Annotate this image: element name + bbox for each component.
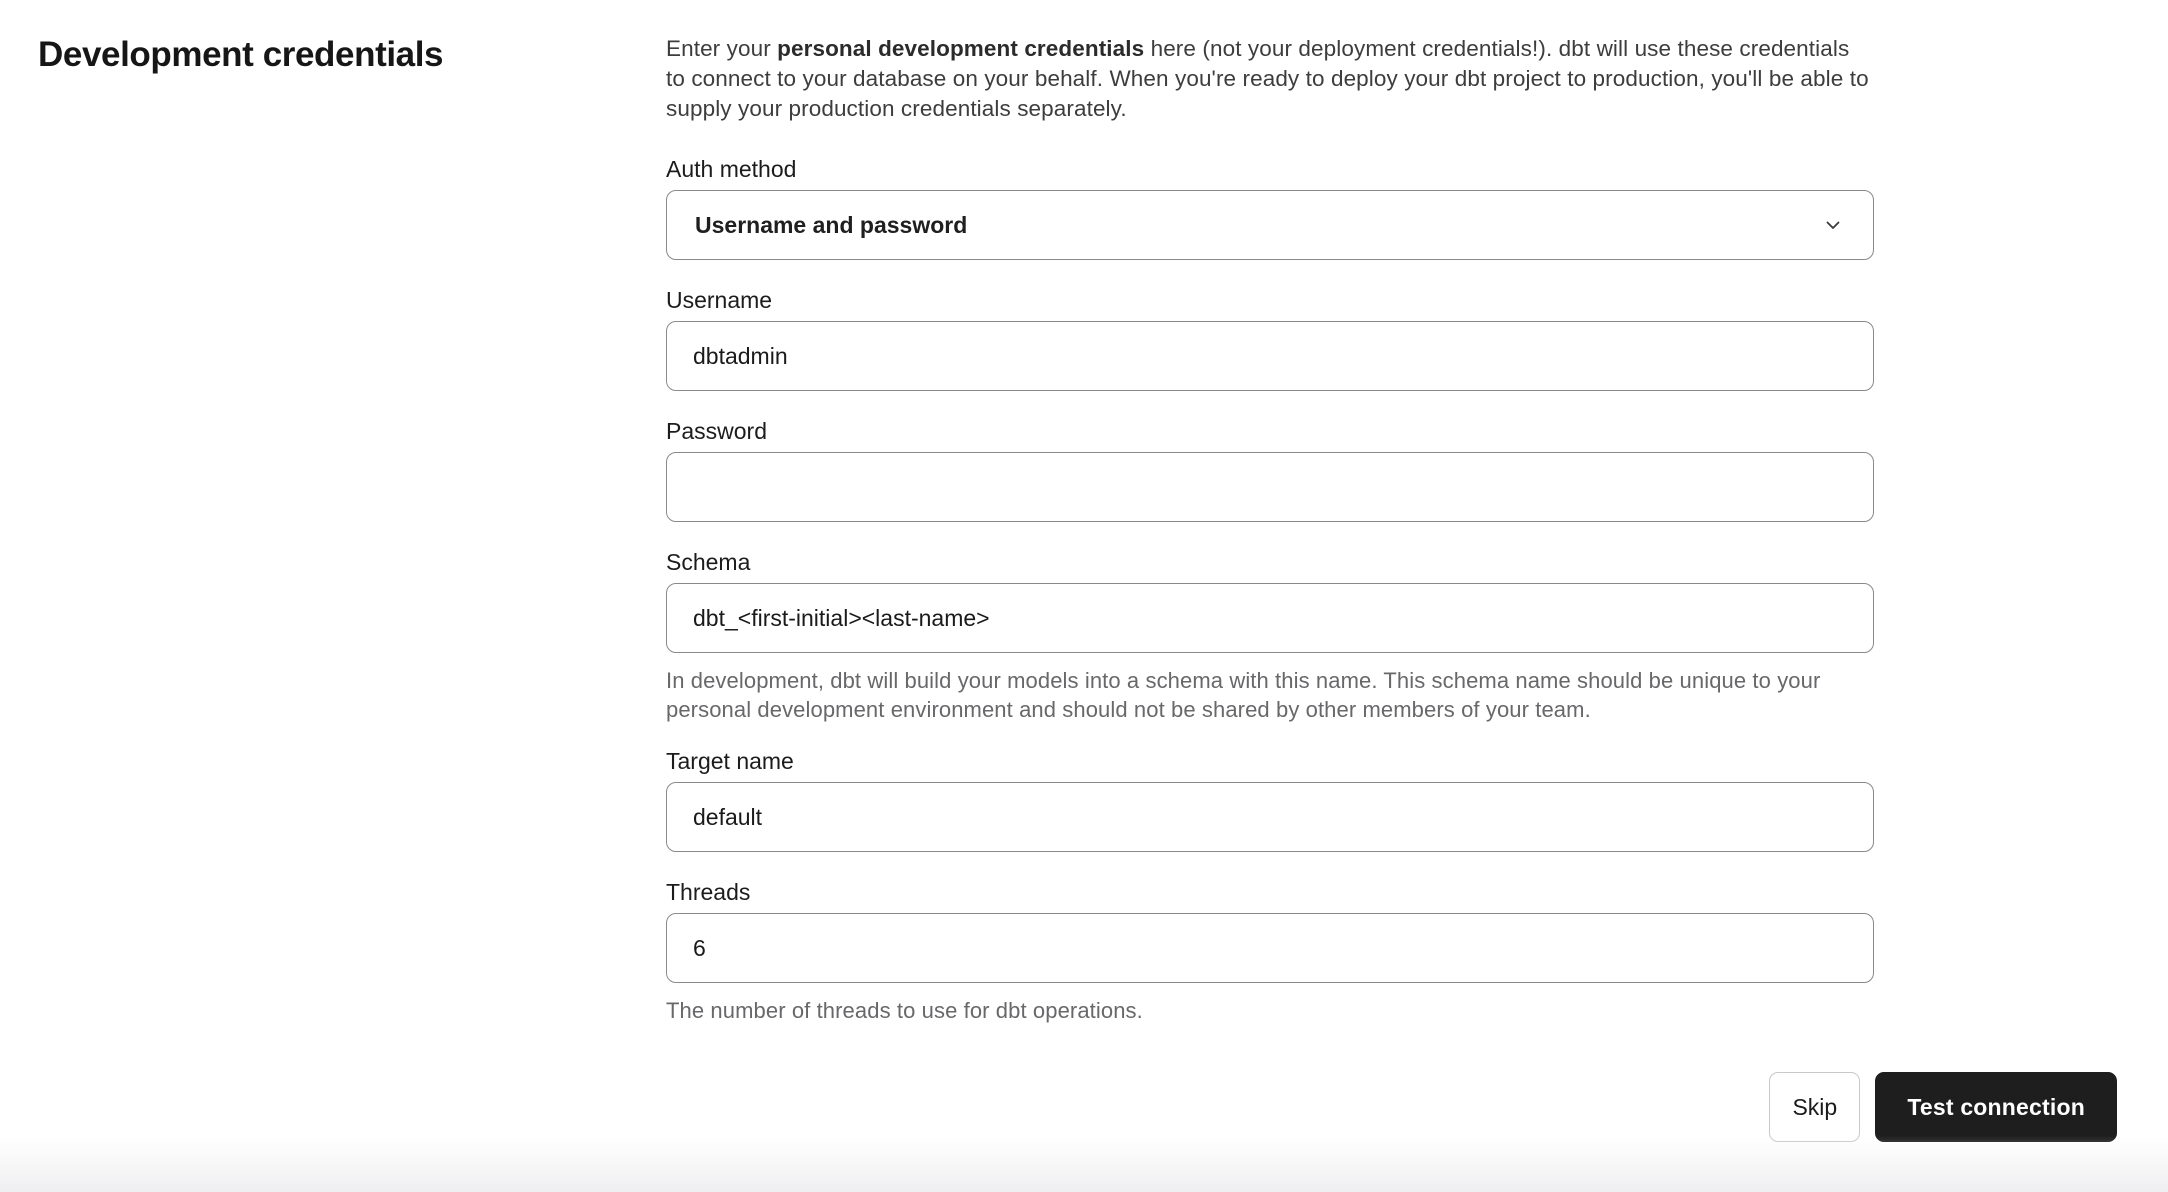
threads-input[interactable]: [666, 913, 1874, 983]
schema-help-text: In development, dbt will build your models into a schema with this name. This schema name should be unique to your personal development environment and should not be shared by other members of your team.: [666, 668, 1821, 722]
auth-method-selected-value: Username and password: [695, 211, 968, 238]
intro-paragraph: [666, 34, 1874, 124]
auth-method-label: Auth method: [666, 156, 797, 182]
threads-group: [666, 879, 1874, 1025]
bottom-fade-divider: [0, 1136, 2168, 1192]
password-group: [666, 418, 1874, 522]
schema-label: Schema: [666, 549, 751, 575]
username-group: [666, 287, 1874, 391]
target-name-input[interactable]: [666, 782, 1874, 852]
target-name-group: [666, 748, 1874, 852]
threads-label: Threads: [666, 879, 751, 905]
intro-text-start: Enter your: [666, 36, 778, 61]
schema-input[interactable]: [666, 583, 1874, 653]
target-name-label: Target name: [666, 748, 794, 774]
auth-method-group: [666, 156, 1874, 260]
username-label: Username: [666, 287, 773, 313]
intro-text-bold: personal development credentials: [777, 36, 1145, 61]
chevron-down-icon: [1821, 213, 1845, 237]
auth-method-select[interactable]: [666, 190, 1874, 260]
username-input[interactable]: [666, 321, 1874, 391]
password-label: Password: [666, 418, 767, 444]
test-connection-button[interactable]: Test connection: [1875, 1072, 2117, 1142]
password-input[interactable]: [666, 452, 1874, 522]
form-actions: [1769, 1072, 2117, 1142]
skip-button[interactable]: Skip: [1769, 1072, 1860, 1142]
intro-text-end: here (not your deployment credentials!). dbt will use these credentials to connect to your database on your behalf. When you're ready to deploy your dbt project to production, you'll be able to supply your production credentials separately.: [666, 36, 1869, 121]
schema-group: [666, 549, 1874, 724]
credentials-form: [666, 34, 1874, 1025]
threads-help-text: The number of threads to use for dbt operations.: [666, 998, 1143, 1023]
page-title: Development credentials: [38, 35, 444, 74]
